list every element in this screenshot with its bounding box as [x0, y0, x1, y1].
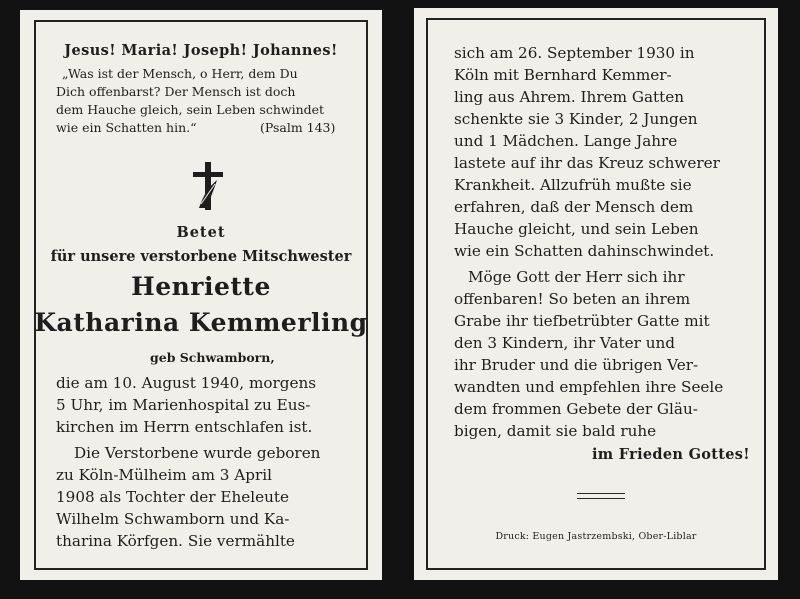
body-line: lastete auf ihr das Kreuz schwerer	[454, 154, 720, 172]
body-line: wandten und empfehlen ihre Seele	[454, 378, 724, 396]
prayer-card-front	[20, 10, 382, 580]
body-line: Wilhelm Schwamborn und Ka-	[56, 510, 290, 528]
body-line: zu Köln-Mülheim am 3 April	[56, 466, 272, 484]
prayer-card-back	[414, 8, 778, 580]
body-line: die am 10. August 1940, morgens	[56, 374, 317, 392]
invocation-heading: Jesus! Maria! Joseph! Johannes!	[64, 42, 338, 59]
body-line: tharina Körfgen. Sie vermählte	[56, 532, 295, 550]
prayer-intro: für unsere verstorbene Mitschwester	[50, 248, 352, 265]
body-line: dem frommen Gebete der Gläu-	[454, 400, 698, 418]
body-line: 1908 als Tochter der Eheleute	[56, 488, 289, 506]
psalm-line: Dich offenbarst? Der Mensch ist doch	[56, 84, 296, 99]
psalm-reference: (Psalm 143)	[260, 120, 336, 135]
body-line: 5 Uhr, im Marienhospital zu Eus-	[56, 396, 311, 414]
body-line: Hauche gleicht, und sein Leben	[454, 220, 699, 238]
body-line: Köln mit Bernhard Kemmer-	[454, 66, 672, 84]
body-line: und 1 Mädchen. Lange Jahre	[454, 132, 678, 150]
body-line: ling aus Ahrem. Ihrem Gatten	[454, 88, 684, 106]
closing-line: im Frieden Gottes!	[592, 446, 750, 463]
body-line: offenbaren! So beten an ihrem	[454, 290, 691, 308]
prayer-call: Betet	[176, 224, 226, 241]
body-line: wie ein Schatten dahinschwindet.	[454, 242, 715, 260]
body-line: erfahren, daß der Mensch dem	[454, 198, 694, 216]
body-line: ihr Bruder und die übrigen Ver-	[454, 356, 699, 374]
body-line: Grabe ihr tiefbetrübter Gatte mit	[454, 312, 710, 330]
body-line: kirchen im Herrn entschlafen ist.	[56, 418, 313, 436]
deceased-full-name: Katharina Kemmerling	[34, 308, 368, 337]
body-line: sich am 26. September 1930 in	[454, 44, 695, 62]
deceased-first-name: Henriette	[131, 272, 271, 301]
divider	[577, 498, 625, 499]
cross-icon	[190, 160, 226, 212]
body-line: Die Verstorbene wurde geboren	[74, 444, 321, 462]
printer-credit: Druck: Eugen Jastrzembski, Ober-Liblar	[495, 531, 697, 542]
birth-name: geb Schwamborn,	[150, 350, 275, 365]
body-line: bigen, damit sie bald ruhe	[454, 422, 657, 440]
psalm-line: „Was ist der Mensch, o Herr, dem Du	[62, 66, 298, 81]
body-line: Krankheit. Allzufrüh mußte sie	[454, 176, 692, 194]
psalm-line: dem Hauche gleich, sein Leben schwindet	[56, 102, 325, 117]
divider	[577, 493, 625, 494]
body-line: Möge Gott der Herr sich ihr	[468, 268, 685, 286]
body-line: den 3 Kindern, ihr Vater und	[454, 334, 676, 352]
psalm-line: wie ein Schatten hin.“	[56, 120, 197, 135]
body-line: schenkte sie 3 Kinder, 2 Jungen	[454, 110, 698, 128]
